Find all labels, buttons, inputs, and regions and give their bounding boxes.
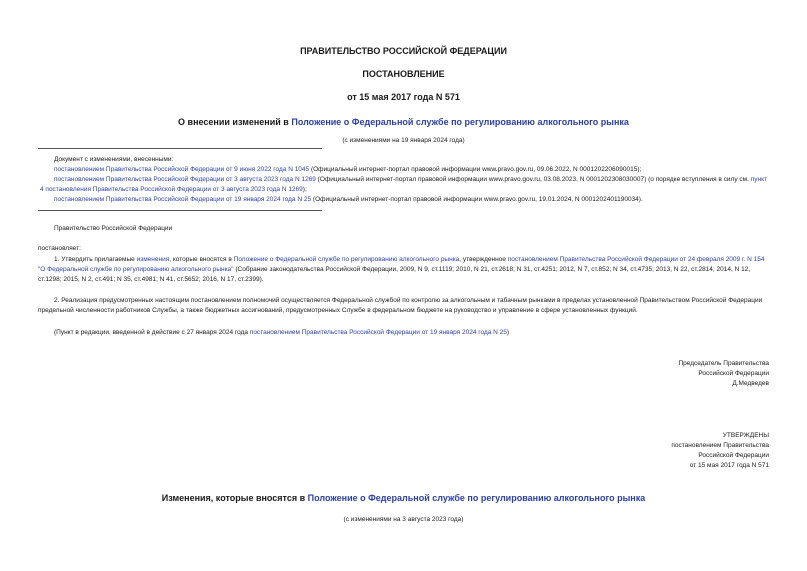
paragraph-1 bbox=[38, 255, 769, 285]
decree-date-number: от 15 мая 2017 года N 571 bbox=[347, 92, 460, 102]
signature-block bbox=[560, 359, 769, 389]
p1-text-d: (Собрание законодательства Российской Федерации, 2009, N 9, ст.1119; 2010, N 21, ст.2618; N 31, ст.4251; 2012, N 7, ст.852; N 34, ст.4735; 2013, N 22, ст.2814; 2014, N 12, ст.1298; 2015, N 2, ст.491; N 35, ст.4981; N 41, ст.5652; 2016, N 17, ст.2399). bbox=[38, 266, 751, 283]
title-subtitle: (с изменениями на 19 января 2024 года) bbox=[342, 137, 465, 144]
approved-line-1: УТВЕРЖДЕНЫ bbox=[722, 432, 769, 439]
changes-title-subtitle: (с изменениями на 3 августа 2023 года) bbox=[343, 516, 464, 523]
p2-note-text-b: ) bbox=[506, 329, 510, 336]
change-item-2-tail: ); bbox=[302, 186, 307, 193]
p1-changes-link[interactable]: изменения bbox=[136, 256, 170, 263]
approved-line-4: от 15 мая 2017 года N 571 bbox=[689, 462, 769, 469]
signature-line-3: Д.Медведев bbox=[732, 380, 769, 387]
change-item-3-link[interactable]: постановлением Правительства Российской Федерации от 19 января 2024 года N 25 bbox=[54, 196, 312, 203]
change-item-3 bbox=[54, 195, 770, 205]
p2-note-link[interactable]: постановлением Правительства Российской Федерации от 19 января 2024 года N 25 bbox=[249, 329, 507, 336]
change-item-2-link2[interactable]: пункт 4 постановления Правительства Российской Федерации от 3 августа 2023 года N 1269 bbox=[40, 176, 767, 193]
government-title: ПРАВИТЕЛЬСТВО РОССИЙСКОЙ ФЕДЕРАЦИИ bbox=[300, 46, 507, 56]
decree-title: ПОСТАНОВЛЕНИЕ bbox=[362, 69, 445, 79]
change-item-2-text: (Официальный интернет-портал правовой информации www.pravo.gov.ru, 03.08.2023, N 0001202308030007) (о порядке вступления в силу см. bbox=[315, 176, 751, 183]
changes-box-bottom-rule bbox=[38, 210, 322, 211]
decides-line: постановляет: bbox=[38, 245, 81, 252]
p1-text-c: , утвержденное bbox=[459, 256, 508, 263]
gov-line: Правительство Российской Федерации bbox=[54, 225, 173, 232]
p1-text-a: 1. Утвердить прилагаемые bbox=[54, 256, 137, 263]
change-item-1-text: (Официальный интернет-портал правовой информации www.pravo.gov.ru, 09.06.2022, N 0001202206090015); bbox=[309, 166, 642, 173]
p1-decree-link[interactable]: постановлением Правительства Российской Федерации от 24 февраля 2009 г. N 154 "О Федеральной службе по регулированию алкогольного рынка" bbox=[38, 256, 765, 273]
change-item-2 bbox=[40, 175, 770, 195]
changes-title-prefix: Изменения, которые вносятся в bbox=[161, 493, 308, 503]
paragraph-2: 2. Реализация предусмотренных настоящим постановлением полномочий осуществляется Федеральной службой по контролю за алкогольным и табачным рынками в пределах установленной Правительством Российской Федерации предельной численности работников Службы, а также бюджетных ассигнований, предусмотренных Службе в федеральном бюджете на руководство и управление в сфере установленных функций. bbox=[38, 297, 763, 314]
signature-line-2: Российской Федерации bbox=[698, 370, 769, 377]
changes-title bbox=[0, 493, 807, 503]
paragraph-2-note bbox=[54, 328, 769, 338]
document-title bbox=[0, 117, 807, 127]
p2-note-text-a: (Пункт в редакции, введенной в действие с 27 января 2024 года bbox=[54, 329, 250, 336]
title-prefix: О внесении изменений в bbox=[178, 117, 292, 127]
approved-line-3: Российской Федерации bbox=[698, 452, 769, 459]
approved-line-2: постановлением Правительства bbox=[671, 442, 769, 449]
changes-box bbox=[40, 155, 770, 205]
change-item-1-link[interactable]: постановлением Правительства Российской Федерации от 9 июня 2022 года N 1045 bbox=[54, 166, 310, 173]
change-item-3-text: (Официальный интернет-портал правовой информации www.pravo.gov.ru, 19.01.2024, N 0001202401190034). bbox=[311, 196, 643, 203]
change-item-1 bbox=[54, 165, 770, 175]
changes-intro: Документ с изменениями, внесенными: bbox=[54, 156, 174, 163]
changes-title-link[interactable]: Положение о Федеральной службе по регулированию алкогольного рынка bbox=[307, 493, 646, 503]
p1-regulation-link[interactable]: Положение о Федеральной службе по регулированию алкогольного рынка bbox=[233, 256, 460, 263]
title-link[interactable]: Положение о Федеральной службе по регулированию алкогольного рынка bbox=[291, 117, 629, 127]
signature-line-1: Председатель Правительства bbox=[678, 360, 769, 367]
p1-text-b: , которые вносятся в bbox=[169, 256, 234, 263]
change-item-2-link[interactable]: постановлением Правительства Российской Федерации от 3 августа 2023 года N 1269 bbox=[54, 176, 316, 183]
changes-box-top-rule bbox=[38, 148, 322, 149]
approved-block bbox=[560, 431, 769, 471]
